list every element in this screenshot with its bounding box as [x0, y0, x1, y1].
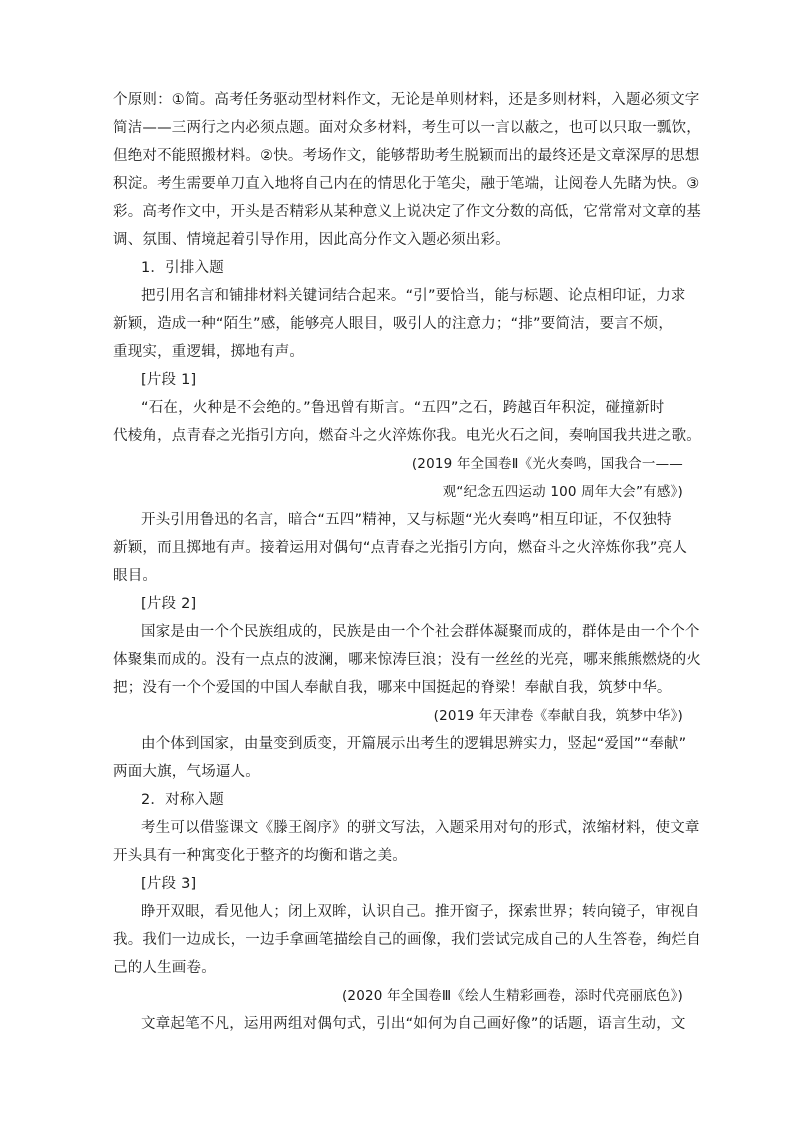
text-line: 考生可以借鉴课文《滕王阁序》的骈文写法，入题采用对句的形式，浓缩材料，使文章 — [141, 820, 700, 836]
fragment-1-comment — [113, 506, 688, 590]
fragment-2-source: (2019 年天津卷《奉献自我，筑梦中华》) — [433, 708, 683, 724]
text-line: 个原则：①简。高考任务驱动型材料作文，无论是单则材料，还是多则材料，入题必须文字 — [113, 92, 700, 108]
text-line: 新颖，造成一种“陌生”感，能够亮人眼目，吸引人的注意力；“排”要简洁，要言不烦， — [113, 316, 674, 332]
text-line: 由个体到国家，由量变到质变，开篇展示出考生的逻辑思辨实力，竖起“爱国”“奉献” — [141, 736, 687, 752]
text-line: 把；没有一个个爱国的中国人奉献自我，哪来中国挺起的脊梁！奉献自我，筑梦中华。 — [113, 680, 672, 696]
section-heading-1: 1．引排入题 — [141, 260, 224, 276]
fragment-3-label: [片段 3] — [141, 876, 197, 892]
intro-paragraph — [113, 86, 701, 254]
fragment-1-source — [113, 450, 683, 506]
text-line: 眼目。 — [113, 568, 158, 584]
text-line: 睁开双眼，看见他人；闭上双眸，认识自己。推开窗子，探索世界；转向镜子，审视自 — [141, 904, 700, 920]
section-heading-2: 2．对称入题 — [141, 792, 224, 808]
text-line: 体聚集而成的。没有一点点的波澜，哪来惊涛巨浪；没有一丝丝的光亮，哪来熊熊燃烧的火 — [113, 652, 701, 668]
source-line: 观“纪念五四运动 100 周年大会”有感》) — [442, 484, 683, 500]
text-line: 新颖，而且掷地有声。接着运用对偶句“点青春之光指引方向，燃奋斗之火淬炼你我”亮人 — [113, 540, 688, 556]
source-line: (2019 年全国卷Ⅱ《光火奏鸣，国我合一—— — [411, 456, 683, 472]
fragment-3-comment — [113, 1010, 686, 1038]
document-body — [113, 86, 701, 1038]
text-line: 把引用名言和铺排材料关键词结合起来。“引”要恰当，能与标题、论点相印证，力求 — [141, 288, 686, 304]
text-line: 开头引用鲁迅的名言，暗合“五四”精神，又与标题“光火奏鸣”相互印证，不仅独特 — [141, 512, 672, 528]
fragment-2-text — [113, 618, 701, 702]
text-line: “石在，火种是不会绝的。”鲁迅曾有斯言。“五四”之石，跨越百年积淀，碰撞新时 — [141, 400, 665, 416]
text-line: 己的人生画卷。 — [113, 960, 216, 976]
text-line: 简洁——三两行之内必须点题。面对众多材料，考生可以一言以蔽之，也可以只取一瓢饮， — [113, 120, 701, 136]
text-line: 重现实，重逻辑，掷地有声。 — [113, 344, 305, 360]
text-line: 积淀。考生需要单刀直入地将自己内在的情思化于笔尖，融于笔端，让阅卷人先睹为快。③ — [113, 176, 700, 192]
text-line: 文章起笔不凡，运用两组对偶句式，引出“如何为自己画好像”的话题，语言生动，文 — [141, 1016, 686, 1032]
section-2-paragraph — [113, 814, 700, 870]
fragment-3-text — [113, 898, 701, 982]
text-line: 代棱角，点青春之光指引方向，燃奋斗之火淬炼你我。电光火石之间，奏响国我共进之歌。 — [113, 428, 701, 444]
fragment-1-label: [片段 1] — [141, 372, 197, 388]
text-line: 彩。高考作文中，开头是否精彩从某种意义上说决定了作文分数的高低，它常常对文章的基 — [113, 204, 701, 220]
text-line: 开头具有一种寓变化于整齐的均衡和谐之美。 — [113, 848, 407, 864]
fragment-2-label: [片段 2] — [141, 596, 197, 612]
section-1-paragraph — [113, 282, 686, 366]
text-line: 国家是由一个个民族组成的，民族是由一个个社会群体凝聚而成的，群体是由一个个个 — [141, 624, 700, 640]
text-line: 调、氛围、情境起着引导作用，因此高分作文入题必须出彩。 — [113, 232, 510, 248]
fragment-3-source: (2020 年全国卷Ⅲ《绘人生精彩画卷，添时代亮丽底色》) — [341, 988, 683, 1004]
fragment-1-text — [113, 394, 701, 450]
text-line: 但绝对不能照搬材料。②快。考场作文，能够帮助考生脱颖而出的最终还是文章深厚的思想 — [113, 148, 700, 164]
text-line: 我。我们一边成长，一边手拿画笔描绘自己的画像，我们尝试完成自己的人生答卷，绚烂自 — [113, 932, 701, 948]
fragment-2-comment — [113, 730, 687, 786]
text-line: 两面大旗，气场逼人。 — [113, 764, 260, 780]
